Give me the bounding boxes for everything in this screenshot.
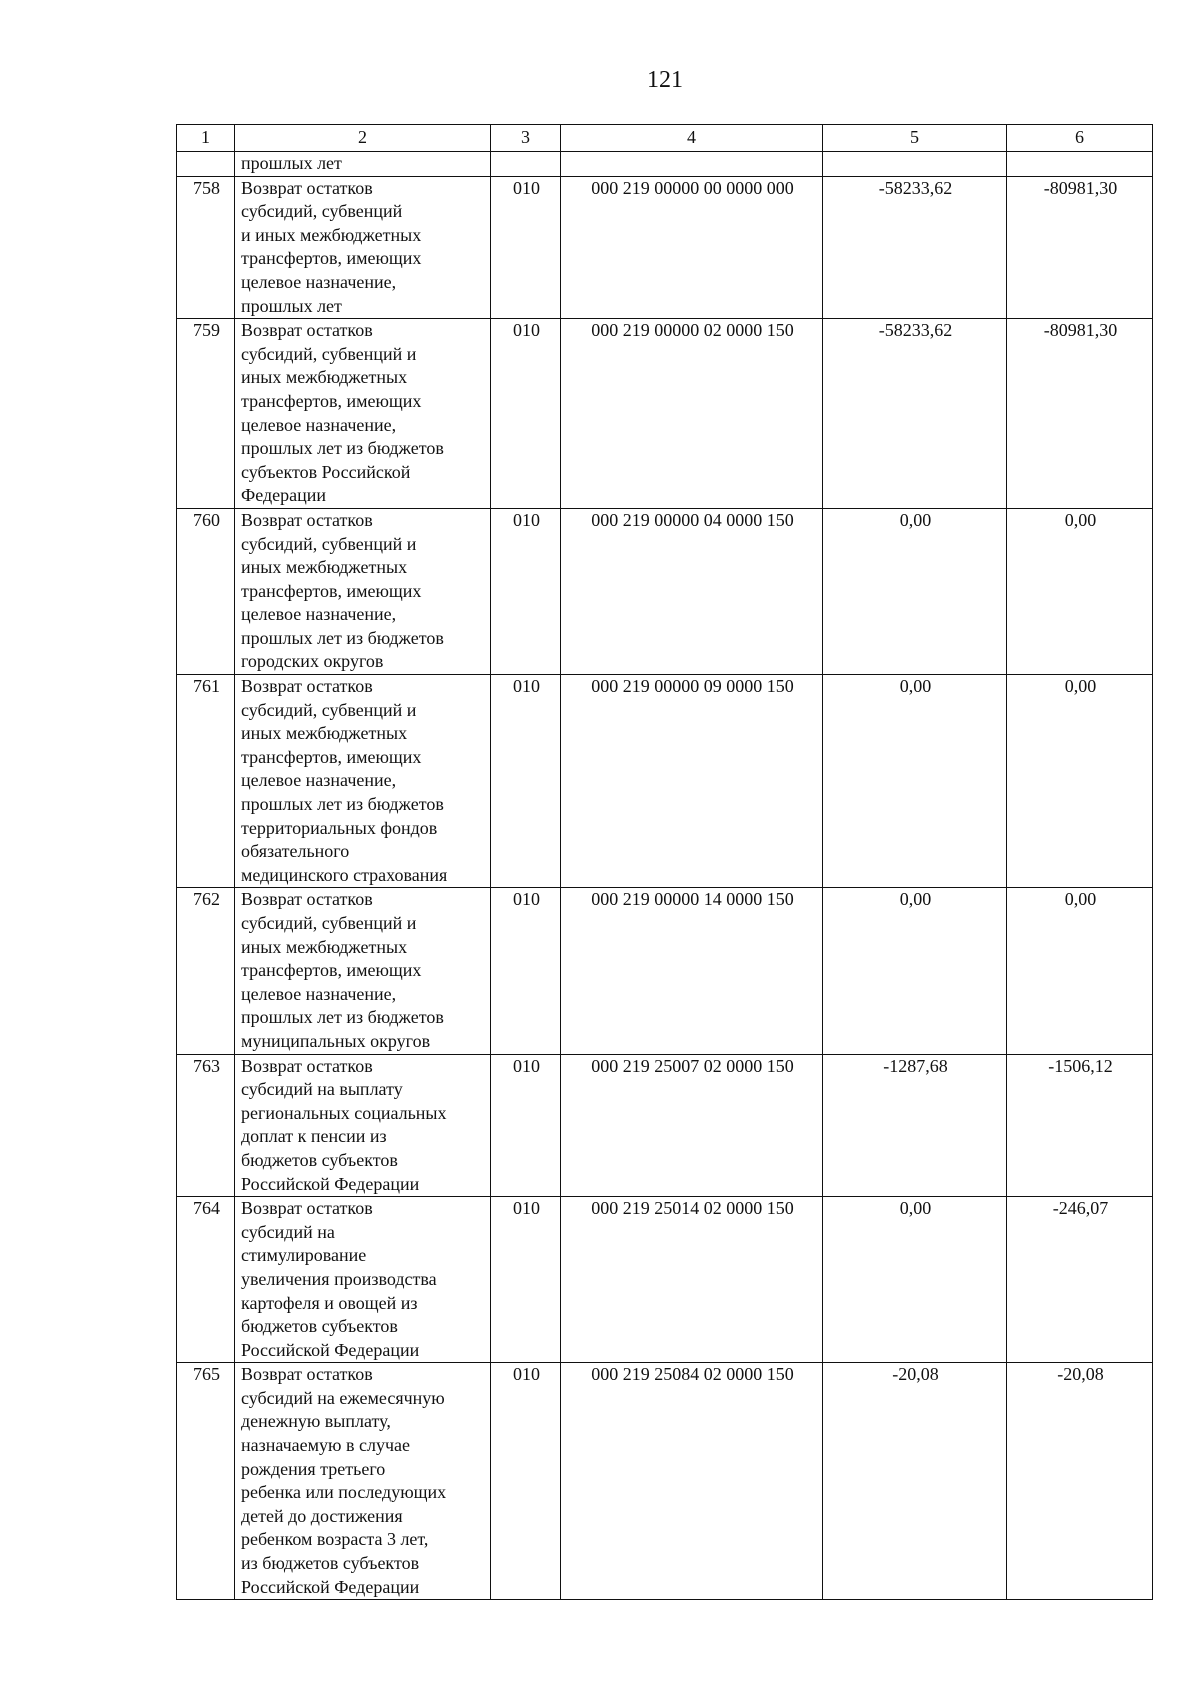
row-number: 760 [177, 508, 235, 674]
column-header-6: 6 [1007, 125, 1153, 152]
row-number: 761 [177, 675, 235, 888]
row-number: 763 [177, 1054, 235, 1197]
row-number: 762 [177, 888, 235, 1054]
row-number: 765 [177, 1363, 235, 1600]
table-row [177, 176, 1153, 319]
continuation-cell-1 [177, 152, 235, 177]
row-admin-code: 010 [491, 1197, 561, 1363]
row-name: Возврат остатков субсидий, субвенций и иных межбюджетных трансфертов, имеющих целевое назначение, прошлых лет [235, 176, 491, 319]
row-value-5: 0,00 [823, 888, 1007, 1054]
row-value-6: 0,00 [1007, 675, 1153, 888]
table-row [177, 319, 1153, 509]
row-number: 758 [177, 176, 235, 319]
row-name: Возврат остатков субсидий, субвенций и иных межбюджетных трансфертов, имеющих целевое назначение, прошлых лет из бюджетов субъектов Российской Федерации [235, 319, 491, 509]
row-value-5: -1287,68 [823, 1054, 1007, 1197]
budget-table [176, 124, 1153, 1600]
table-row [177, 888, 1153, 1054]
row-value-6: 0,00 [1007, 888, 1153, 1054]
table-row [177, 1363, 1153, 1600]
row-budget-code: 000 219 00000 04 0000 150 [561, 508, 823, 674]
row-budget-code: 000 219 25014 02 0000 150 [561, 1197, 823, 1363]
row-value-5: -58233,62 [823, 319, 1007, 509]
column-header-4: 4 [561, 125, 823, 152]
row-admin-code: 010 [491, 1363, 561, 1600]
header-row [177, 125, 1153, 152]
continuation-cell-3 [491, 152, 561, 177]
row-admin-code: 010 [491, 319, 561, 509]
continuation-cell-4 [561, 152, 823, 177]
row-value-5: 0,00 [823, 675, 1007, 888]
row-value-5: 0,00 [823, 1197, 1007, 1363]
column-header-3: 3 [491, 125, 561, 152]
continuation-row [177, 152, 1153, 177]
column-header-5: 5 [823, 125, 1007, 152]
row-name: Возврат остатков субсидий на ежемесячную денежную выплату, назначаемую в случае рождения третьего ребенка или последующих детей до достижения ребенком возраста 3 лет, из бюджетов субъектов Российской Федерации [235, 1363, 491, 1600]
row-admin-code: 010 [491, 508, 561, 674]
row-budget-code: 000 219 25007 02 0000 150 [561, 1054, 823, 1197]
column-header-2: 2 [235, 125, 491, 152]
row-value-6: -20,08 [1007, 1363, 1153, 1600]
row-value-6: -246,07 [1007, 1197, 1153, 1363]
row-budget-code: 000 219 00000 00 0000 000 [561, 176, 823, 319]
row-budget-code: 000 219 00000 02 0000 150 [561, 319, 823, 509]
row-budget-code: 000 219 00000 14 0000 150 [561, 888, 823, 1054]
row-number: 759 [177, 319, 235, 509]
page-number: 121 [647, 67, 683, 93]
table-row [177, 1197, 1153, 1363]
row-number: 764 [177, 1197, 235, 1363]
row-value-6: -80981,30 [1007, 176, 1153, 319]
table-row [177, 675, 1153, 888]
row-value-6: -1506,12 [1007, 1054, 1153, 1197]
row-budget-code: 000 219 00000 09 0000 150 [561, 675, 823, 888]
row-value-5: 0,00 [823, 508, 1007, 674]
table-row [177, 508, 1153, 674]
table-row [177, 1054, 1153, 1197]
row-name: Возврат остатков субсидий, субвенций и иных межбюджетных трансфертов, имеющих целевое назначение, прошлых лет из бюджетов городских округов [235, 508, 491, 674]
row-name: Возврат остатков субсидий на стимулирование увеличения производства картофеля и овощей из бюджетов субъектов Российской Федерации [235, 1197, 491, 1363]
row-name: Возврат остатков субсидий, субвенций и иных межбюджетных трансфертов, имеющих целевое назначение, прошлых лет из бюджетов муниципальных округов [235, 888, 491, 1054]
row-value-5: -58233,62 [823, 176, 1007, 319]
row-value-5: -20,08 [823, 1363, 1007, 1600]
row-admin-code: 010 [491, 176, 561, 319]
row-budget-code: 000 219 25084 02 0000 150 [561, 1363, 823, 1600]
row-value-6: 0,00 [1007, 508, 1153, 674]
row-admin-code: 010 [491, 888, 561, 1054]
row-admin-code: 010 [491, 1054, 561, 1197]
column-header-1: 1 [177, 125, 235, 152]
row-name: Возврат остатков субсидий на выплату региональных социальных доплат к пенсии из бюджетов субъектов Российской Федерации [235, 1054, 491, 1197]
row-value-6: -80981,30 [1007, 319, 1153, 509]
continuation-cell-6 [1007, 152, 1153, 177]
row-admin-code: 010 [491, 675, 561, 888]
continuation-text: прошлых лет [235, 152, 491, 177]
continuation-cell-5 [823, 152, 1007, 177]
row-name: Возврат остатков субсидий, субвенций и иных межбюджетных трансфертов, имеющих целевое назначение, прошлых лет из бюджетов территориальных фондов обязательного медицинского страхования [235, 675, 491, 888]
